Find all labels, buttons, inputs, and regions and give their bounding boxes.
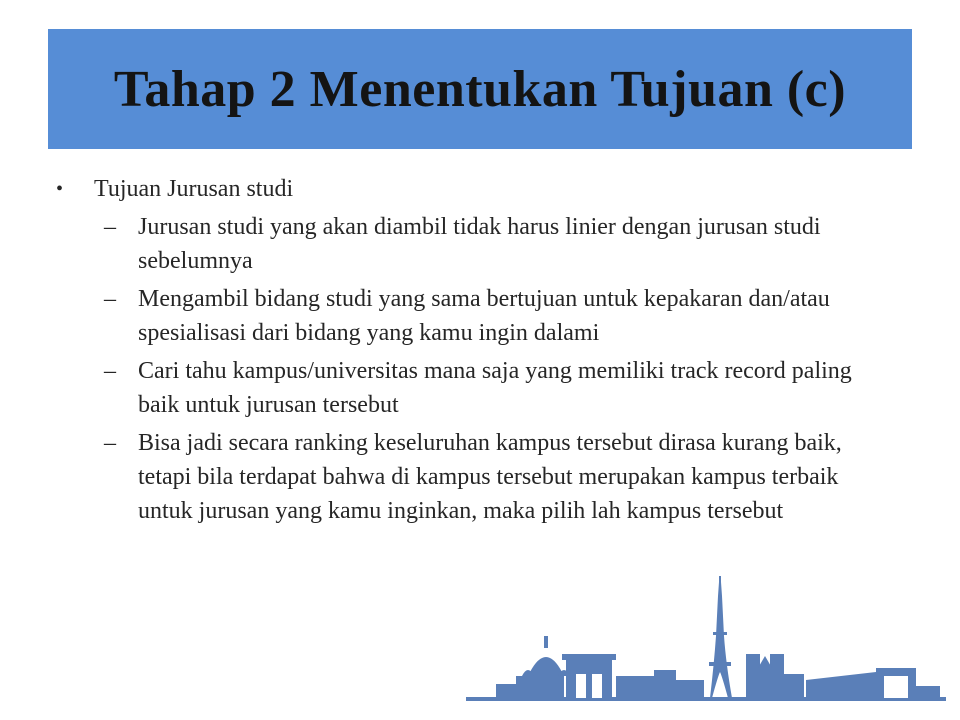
dash-glyph: – [104,286,116,312]
sub-bullet-text: Jurusan studi yang akan diambil tidak harus linier dengan jurusan studi sebelumnya [138,214,821,274]
sub-bullet-item [104,354,916,422]
sub-bullet-item [104,282,916,350]
slide-title: Tahap 2 Menentukan Tujuan (c) [113,60,847,118]
sub-bullet-item [104,210,916,278]
sub-bullet-text: Bisa jadi secara ranking keseluruhan kampus tersebut dirasa kurang baik, tetapi bila terdapat bahwa di kampus tersebut merupakan kampus terbaik untuk jurusan yang kamu inginkan, maka pilih lah kampus tersebut [138,430,842,524]
dash-glyph: – [104,430,116,456]
slide-content [56,172,916,532]
paris-skyline-icon [466,576,946,706]
sub-bullet-item [104,426,916,528]
sub-bullet-text: Mengambil bidang studi yang sama bertujuan untuk kepakaran dan/atau spesialisasi dari bidang yang kamu ingin dalami [138,286,830,346]
title-bar [48,29,912,149]
bullet-item [56,172,916,206]
dash-glyph: – [104,214,116,240]
bullet-glyph: • [56,178,64,200]
sub-bullet-text: Cari tahu kampus/universitas mana saja yang memiliki track record paling baik untuk jurusan tersebut [138,358,852,418]
sub-bullet-list [56,210,916,528]
bullet-text: Tujuan Jurusan studi [94,176,294,202]
dash-glyph: – [104,358,116,384]
